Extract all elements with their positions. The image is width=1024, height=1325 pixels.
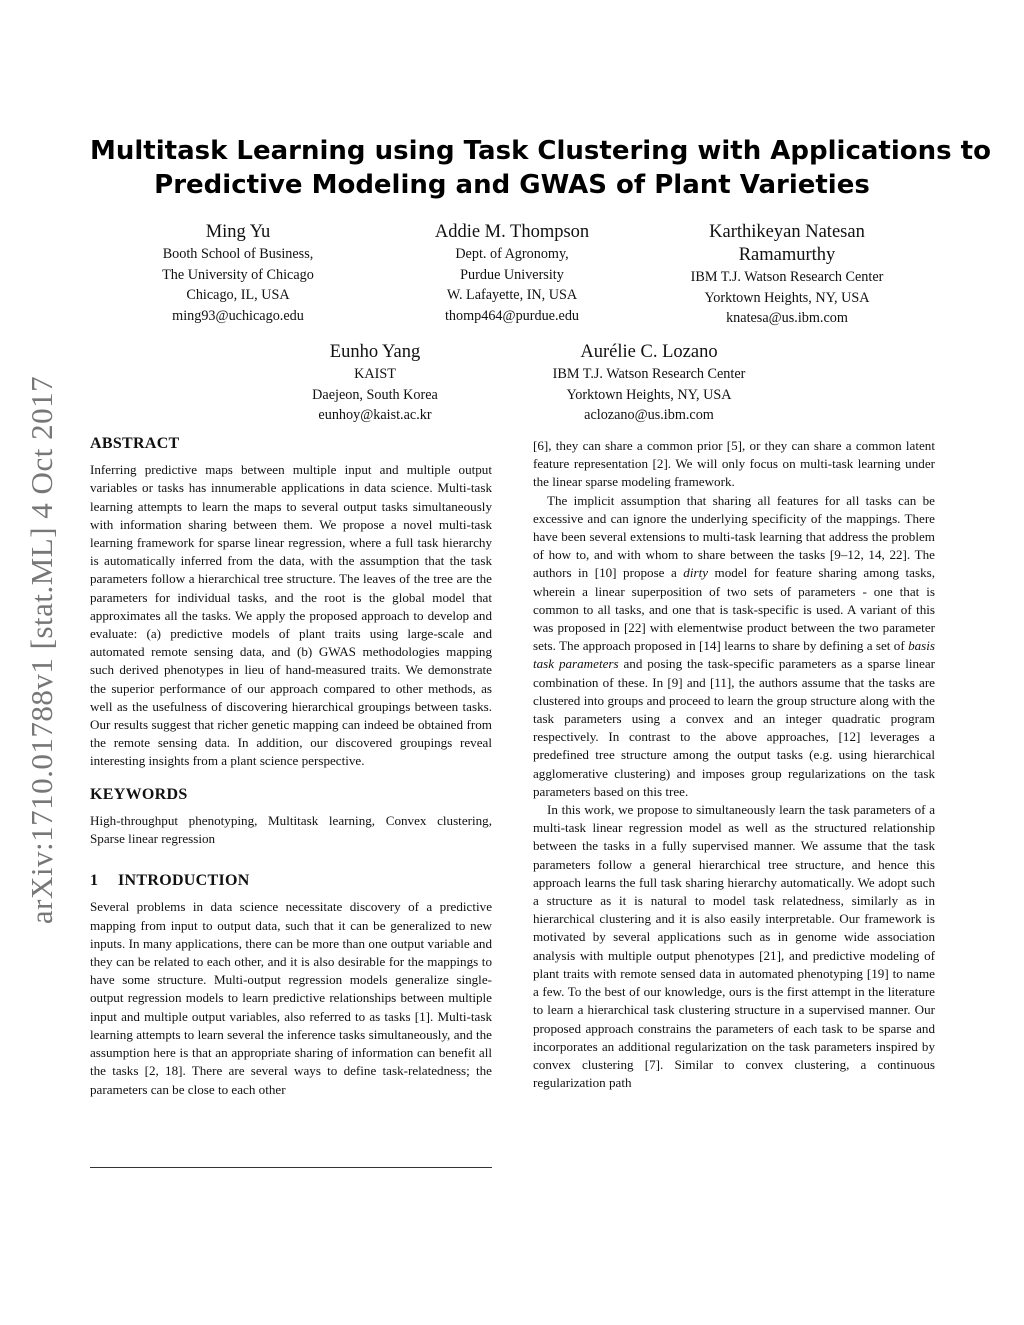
author-affiliation: Booth School of Business, xyxy=(162,246,314,262)
arxiv-id-text: arXiv:1710.01788v1 [stat.ML] 4 Oct 2017 xyxy=(24,375,59,925)
author-location: W. Lafayette, IN, USA xyxy=(446,287,578,303)
introduction-paragraph: Several problems in data science necessitate discovery of a predictive mapping from input to output data, such that it can be generalized to new inputs. In many applications, there can be more than one output variable and they can be related to each other, and it is also desirable for the mappings to have some structure. Multi-output regression models generalize single-output regression models to learn predictive relationships between multiple input and multiple output variables, also referred to as tasks [1]. Multi-task learning attempts to learn several the inference tasks simultaneously, and the assumption here is that an appropriate sharing of information can benefit all the tasks [2, 18]. There are several ways to define task-relatedness; the parameters can be close to each other xyxy=(90,899,492,1097)
keywords-text: High-throughput phenotyping, Multitask learning, Convex clustering, Sparse linear regression xyxy=(90,812,492,847)
author-email: knatesa@us.ibm.com xyxy=(726,310,848,326)
author-email: aclozano@us.ibm.com xyxy=(584,407,714,423)
author-affiliation: KAIST xyxy=(354,366,396,382)
author-affiliation: IBM T.J. Watson Research Center xyxy=(552,366,746,382)
author-affiliation: IBM T.J. Watson Research Center xyxy=(690,269,884,285)
emphasis-text: basis task parameters xyxy=(533,638,935,672)
body-paragraph: In this work, we propose to simultaneously learn the task parameters of a multi-task linear regression model as well as the structured relationship between the tasks in a fully supervised manner. We assume that the task parameters follow a general hierarchical tree structure, and hence this approach learns the full task sharing hierarchy automatically. We adopt such a structure as it is natural to model task relatedness, similarly as in hierarchical clustering and it is also easily interpretable. Our framework is motivated by several applications such as in genome wide association analysis with multiple output phenotypes [21], and predictive modeling of plant traits with remote sensed data in automated phenotyping [19] to name a few. To the best of our knowledge, ours is the first attempt in the literature to learn a hierarchical task clustering structure in a supervised manner. Our proposed approach constrains the parameters of each task to be sparse and incorporates an additional regularization on the task parameters inspired by convex clustering [7]. Similar to convex clustering, a continuous regularization path xyxy=(533,802,935,1091)
right-column xyxy=(533,437,935,1092)
introduction-heading xyxy=(90,872,492,890)
author-email: thomp464@purdue.edu xyxy=(444,307,580,324)
body-paragraph: [6], they can share a common prior [5], or they can share a common latent feature representation [2]. We will only focus on multi-task learning under the linear sparse modeling framework. xyxy=(533,438,935,490)
left-column xyxy=(90,435,492,1099)
body-text: model for feature sharing among tasks, wherein a linear superposition of two sets of parameters - one that is common to all tasks, and one that is task-specific is used. A variant of this was proposed in [22] with elementwise product between the two parameter sets. The approach proposed in [14] learns to share by defining a set of xyxy=(533,565,935,654)
title-line-2: Predictive Modeling and GWAS of Plant Varieties xyxy=(154,170,870,200)
abstract-heading: ABSTRACT xyxy=(90,435,180,452)
section-number: 1 xyxy=(90,872,99,890)
author-affiliation: The University of Chicago xyxy=(162,266,314,283)
author-location: Chicago, IL, USA xyxy=(186,287,290,303)
body-paragraph xyxy=(533,492,935,801)
title-line-1: Multitask Learning using Task Clustering with Applications to xyxy=(90,136,991,166)
emphasis-text: dirty xyxy=(683,565,709,581)
author-affiliation: Dept. of Agronomy, xyxy=(455,246,569,262)
arxiv-identifier-stamp xyxy=(22,355,62,945)
abstract-text: Inferring predictive maps between multiple input and multiple output variables or tasks has innumerable applications in data science. Multi-task learning attempts to learn the maps to several output tasks simultaneously with information sharing between them. We propose a novel multi-task learning framework for sparse linear regression, where a full task hierarchy is automatically inferred from the data, with the assumption that the task parameters follow a hierarchical tree structure. The leaves of the tree are the parameters for individual tasks, and the root is the global model that approximates all the tasks. We apply the proposed approach to develop and evaluate: (a) predictive models of plant traits using large-scale and automated remote sensing data, and (b) GWAS methodologies mapping such derived phenotypes in lieu of hand-measured traits. We demonstrate the superior performance of our approach compared to other methods, as well as the usefulness of discovering hierarchical groupings between tasks. Our results suggest that richer genetic mapping can indeed be obtained from the remote sensing data. In addition, our discovered groupings reveal interesting insights from a plant science perspective. xyxy=(90,462,492,769)
author-affiliation: Purdue University xyxy=(460,266,564,283)
keywords-heading: KEYWORDS xyxy=(90,785,188,803)
author-location: Yorktown Heights, NY, USA xyxy=(704,289,870,306)
author-name: Eunho Yang xyxy=(329,342,421,362)
author-name: Aurélie C. Lozano xyxy=(580,342,718,362)
author-block-aurelie-lozano xyxy=(519,341,779,426)
author-name-line-2: Ramamurthy xyxy=(738,245,836,265)
author-name: Addie M. Thompson xyxy=(434,222,590,242)
section-title: INTRODUCTION xyxy=(118,872,250,890)
author-block-karthikeyan-ramamurthy xyxy=(657,221,917,329)
author-email: ming93@uchicago.edu xyxy=(172,307,304,324)
author-name: Ming Yu xyxy=(205,222,271,242)
author-name-line-1: Karthikeyan Natesan xyxy=(709,222,865,242)
paper-title xyxy=(90,134,991,202)
author-block-eunho-yang xyxy=(255,341,495,426)
author-location: Yorktown Heights, NY, USA xyxy=(566,386,732,403)
body-text: The implicit assumption that sharing all features for all tasks can be excessive and can ignore the underlying specificity of the mappings. There have been several extensions to multi-task learning that address the problem of how to, and with whom to share between the tasks [9–12, 14, 22]. The authors in [10] propose a xyxy=(533,492,935,581)
author-email: eunhoy@kaist.ac.kr xyxy=(318,407,432,423)
author-location: Daejeon, South Korea xyxy=(312,386,438,403)
author-block-ming-yu xyxy=(118,221,358,326)
author-block-addie-thompson xyxy=(392,221,632,326)
body-text: and posing the task-specific parameters as a sparse linear combination of these. In [9] and [11], the authors assume that the tasks are clustered into groups and proceed to learn the group structure along with the task parameters using a convex and an integer quadratic program respectively. In contrast to the above approaches, [12] leverages a predefined tree structure among the output tasks (e.g. using hierarchical agglomerative clustering) and imposes group regularizations on the task parameters based on this tree. xyxy=(533,656,935,799)
footnote-rule xyxy=(90,1167,492,1168)
